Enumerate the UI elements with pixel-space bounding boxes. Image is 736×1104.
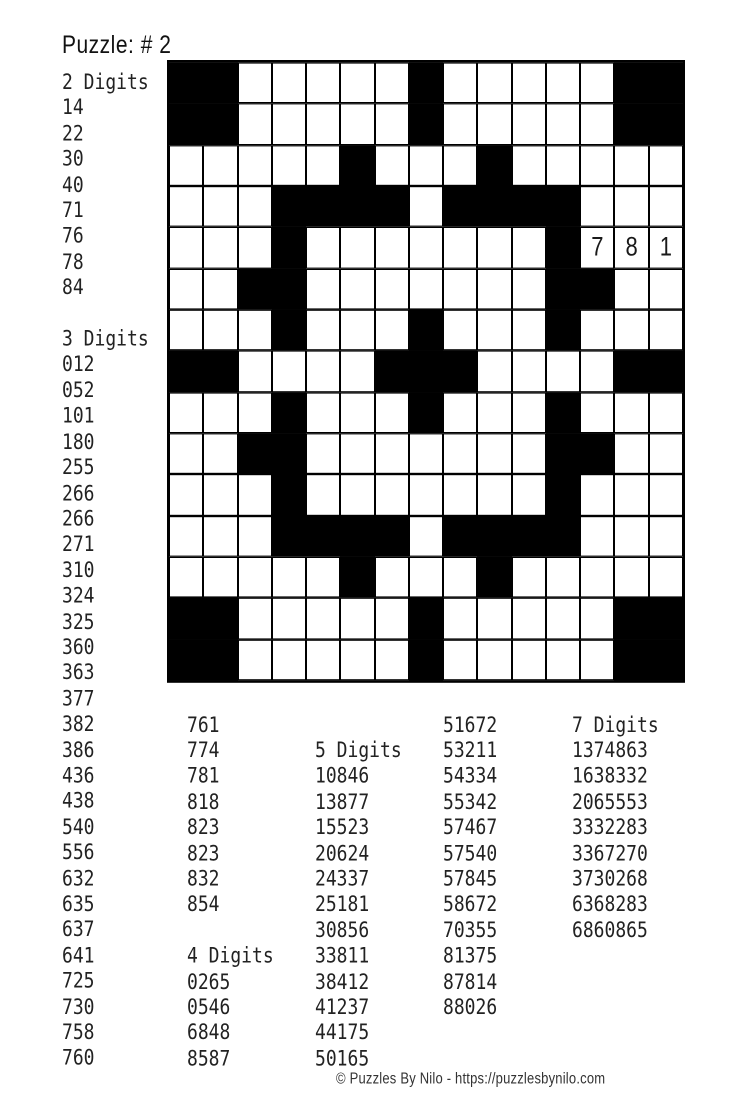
clue-item: 266 xyxy=(62,506,95,532)
clue-item: 180 xyxy=(62,429,95,455)
clue-item: 8587 xyxy=(187,1046,231,1072)
clue-item: 14 xyxy=(62,95,84,121)
clue-item: 635 xyxy=(62,891,95,917)
clue-item: 436 xyxy=(62,763,95,789)
clue-item: 360 xyxy=(62,634,95,660)
clue-item: 57845 xyxy=(443,866,498,892)
clue-item: 57540 xyxy=(443,840,498,866)
clue-item: 266 xyxy=(62,480,95,506)
clue-item: 78 xyxy=(62,249,84,275)
clue-item: 88026 xyxy=(443,994,498,1020)
clue-item: 382 xyxy=(62,711,95,737)
clue-item: 76 xyxy=(62,223,84,249)
clue-item: 052 xyxy=(62,377,95,404)
clue-item: 33811 xyxy=(315,943,370,969)
clue-item: 54334 xyxy=(443,763,498,789)
clue-item: 760 xyxy=(62,1045,95,1071)
clue-item: 57467 xyxy=(443,814,498,841)
clue-item: 20624 xyxy=(315,840,370,866)
clue-spacer xyxy=(62,301,149,327)
clue-item: 6368283 xyxy=(572,892,648,918)
clue-item: 1374863 xyxy=(572,737,648,764)
clue-column xyxy=(315,738,402,1072)
clue-item: 30856 xyxy=(315,917,370,943)
clue-item: 832 xyxy=(187,866,220,892)
clue-item: 386 xyxy=(62,737,95,763)
clue-item: 823 xyxy=(187,840,220,866)
clue-item: 3730268 xyxy=(572,866,648,892)
clue-column xyxy=(62,70,149,1072)
clue-item: 854 xyxy=(187,892,220,918)
clue-item: 325 xyxy=(62,609,95,635)
clue-item: 730 xyxy=(62,994,95,1020)
clue-item: 84 xyxy=(62,275,84,301)
clue-item: 3367270 xyxy=(572,840,648,866)
clue-group-header: 5 Digits xyxy=(315,737,402,764)
clue-item: 632 xyxy=(62,865,95,892)
clue-item: 10846 xyxy=(315,763,370,789)
clue-item: 41237 xyxy=(315,994,370,1020)
clue-item: 641 xyxy=(62,942,95,969)
clue-item: 818 xyxy=(187,789,220,815)
clue-item: 1638332 xyxy=(572,763,648,789)
clue-item: 823 xyxy=(187,814,220,841)
clue-item: 637 xyxy=(62,917,95,943)
clue-item: 6848 xyxy=(187,1020,231,1046)
clue-item: 6860865 xyxy=(572,917,648,943)
clue-item: 22 xyxy=(62,120,84,147)
clue-item: 51672 xyxy=(443,712,498,738)
clue-item: 438 xyxy=(62,788,95,815)
clue-item: 324 xyxy=(62,583,95,609)
clue-group-header: 4 Digits xyxy=(187,943,274,969)
clue-item: 25181 xyxy=(315,892,370,918)
clue-group-header: 7 Digits xyxy=(572,712,659,738)
clue-item: 540 xyxy=(62,814,95,840)
clue-item: 70355 xyxy=(443,917,498,943)
clue-item: 271 xyxy=(62,531,95,558)
clue-item: 012 xyxy=(62,352,95,378)
prefilled-digit: 1 xyxy=(659,232,672,263)
clue-item: 71 xyxy=(62,198,84,224)
clue-group-header: 3 Digits xyxy=(62,326,149,352)
clue-item: 53211 xyxy=(443,737,498,764)
clue-item: 255 xyxy=(62,454,95,481)
clue-item: 44175 xyxy=(315,1020,370,1046)
clue-column xyxy=(443,712,497,1020)
clue-item: 38412 xyxy=(315,969,370,995)
clue-item: 13877 xyxy=(315,789,370,815)
clue-group-header: 2 Digits xyxy=(62,69,149,95)
clue-item: 758 xyxy=(62,1020,95,1046)
clue-item: 0265 xyxy=(187,969,231,995)
clue-item: 55342 xyxy=(443,789,498,815)
clue-item: 15523 xyxy=(315,814,370,841)
clue-item: 30 xyxy=(62,146,84,172)
clue-item: 101 xyxy=(62,403,95,429)
clue-item: 50165 xyxy=(315,1046,370,1072)
clue-item: 363 xyxy=(62,660,95,686)
prefilled-digit: 7 xyxy=(591,232,604,263)
clue-item: 81375 xyxy=(443,943,498,969)
clue-item: 2065553 xyxy=(572,789,648,815)
clue-item: 761 xyxy=(187,712,220,738)
clue-item: 40 xyxy=(62,172,84,198)
clue-item: 24337 xyxy=(315,866,370,892)
clue-item: 725 xyxy=(62,968,95,994)
clue-item: 377 xyxy=(62,686,95,712)
copyright-footer: © Puzzles By Nilo - https://puzzlesbynilo.com xyxy=(336,1069,606,1088)
clue-item: 310 xyxy=(62,557,95,583)
clue-item: 556 xyxy=(62,840,95,866)
prefilled-digit: 8 xyxy=(625,232,638,263)
clue-column xyxy=(187,712,274,1072)
clue-item: 87814 xyxy=(443,969,498,995)
clue-item: 781 xyxy=(187,763,220,789)
page-title: Puzzle: # 2 xyxy=(62,31,172,59)
clue-item: 3332283 xyxy=(572,814,648,841)
clue-item: 58672 xyxy=(443,892,498,918)
clue-item: 0546 xyxy=(187,994,231,1020)
clue-item: 774 xyxy=(187,737,220,764)
clue-column xyxy=(572,712,659,943)
clue-spacer xyxy=(187,918,274,944)
